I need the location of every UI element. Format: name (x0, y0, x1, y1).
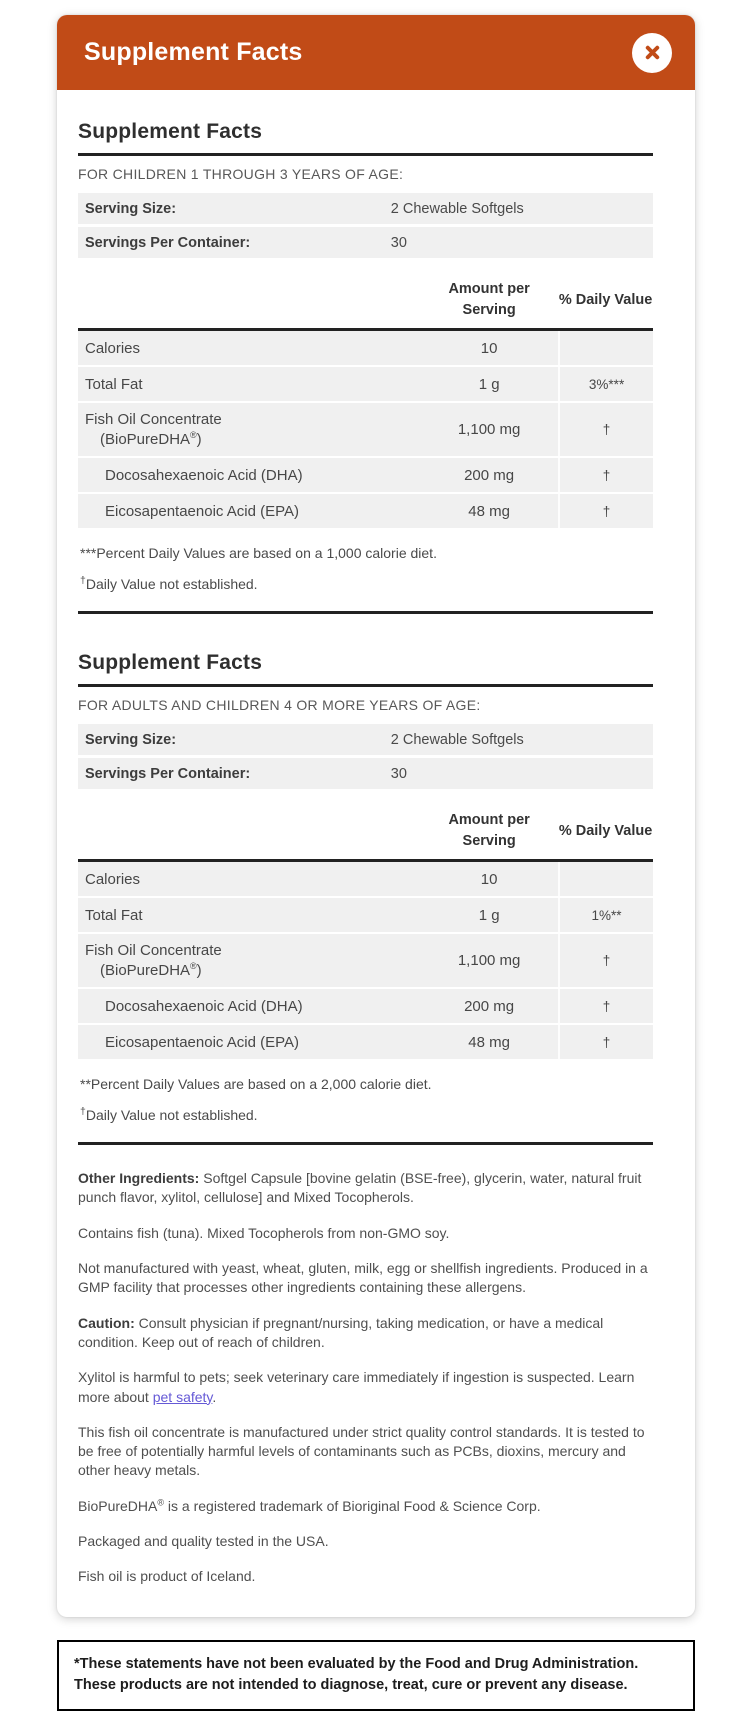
packaged-paragraph: Packaged and quality tested in the USA. (78, 1533, 329, 1550)
table-row (78, 862, 653, 898)
registered-trademark-symbol: ® (190, 430, 197, 440)
fda-disclaimer (57, 1640, 695, 1711)
table-row (78, 494, 653, 530)
daily-value-cell: † (558, 458, 653, 492)
daily-value-cell: † (558, 989, 653, 1023)
age-group-label: FOR ADULTS AND CHILDREN 4 OR MORE YEARS OF AGE: (78, 697, 481, 713)
amount-header-line2: Serving (462, 302, 516, 318)
close-icon (643, 43, 662, 62)
nutrient-name: Eicosapentaenoic Acid (EPA) (105, 502, 299, 520)
amount-cell: 10 (480, 870, 498, 888)
caution-label: Caution: (78, 1314, 135, 1331)
footnote-percent: **Percent Daily Values are based on a 2,000 calorie diet. (80, 1076, 432, 1092)
amount-cell: 1,100 mg (457, 421, 521, 438)
nutrient-name (78, 934, 420, 987)
daily-value-cell: 1%** (558, 898, 653, 932)
footnote-percent: ***Percent Daily Values are based on a 1,000 calorie diet. (80, 545, 437, 561)
registered-trademark-symbol: ® (157, 1497, 165, 1508)
servings-label: Servings Per Container: (85, 234, 251, 251)
facts-section-adults (78, 641, 653, 1145)
nutrient-name: Calories (85, 870, 141, 888)
amount-header-line1: Amount per (448, 812, 530, 828)
registered-trademark-symbol: ® (190, 961, 197, 971)
table-row (78, 898, 653, 934)
trademark-paragraph: BioPureDHA® is a registered trademark of Bioriginal Food & Science Corp. (78, 1497, 541, 1514)
modal-body (57, 90, 695, 1617)
table-row (78, 1025, 653, 1061)
modal-header (57, 15, 695, 90)
quality-paragraph: This fish oil concentrate is manufactured under strict quality control standards. It is tested to be free of potentially harmful levels of contaminants such as PCBs, dioxins, mercury and other heavy metals. (78, 1423, 645, 1479)
supplement-facts-modal (57, 15, 695, 1617)
nutrient-name: Eicosapentaenoic Acid (EPA) (105, 1033, 299, 1051)
amount-cell: 1,100 mg (457, 952, 521, 969)
nutrient-name (78, 403, 420, 456)
nutrient-name: Calories (85, 339, 141, 357)
modal-title: Supplement Facts (84, 38, 303, 66)
servings-per-container-row (78, 758, 653, 789)
amount-cell: 1 g (478, 906, 500, 924)
caution-paragraph: Caution: Consult physician if pregnant/nursing, taking medication, or have a medical condition. Keep out of reach of children. (78, 1314, 604, 1350)
table-row (78, 989, 653, 1025)
disclaimer-text: *These statements have not been evaluated by the Food and Drug Administration. These products are not intended to diagnose, treat, cure or prevent any disease. (74, 1655, 639, 1693)
daily-value-cell: † (558, 934, 653, 987)
nutrient-name-line2: (BioPureDHA®) (100, 430, 202, 448)
amount-header-line1: Amount per (448, 281, 530, 297)
daily-value-header: % Daily Value (558, 822, 653, 839)
footnote-dagger: †Daily Value not established. (80, 1105, 258, 1123)
daily-value-cell: † (558, 494, 653, 528)
facts-table (78, 279, 653, 530)
amount-cell: 200 mg (464, 997, 515, 1015)
section-heading: Supplement Facts (78, 641, 653, 687)
age-group-label: FOR CHILDREN 1 THROUGH 3 YEARS OF AGE: (78, 166, 404, 182)
origin-paragraph: Fish oil is product of Iceland. (78, 1568, 256, 1585)
nutrient-name-line1: Fish Oil Concentrate (85, 411, 222, 428)
amount-cell: 200 mg (464, 466, 515, 484)
facts-section-children (78, 110, 653, 614)
servings-per-container-row (78, 227, 653, 258)
servings-value: 30 (390, 234, 407, 251)
nutrient-name-line2: (BioPureDHA®) (100, 961, 202, 979)
table-row (78, 934, 653, 989)
daily-value-cell (558, 331, 653, 365)
table-row (78, 331, 653, 367)
footnote-dagger: †Daily Value not established. (80, 574, 258, 592)
amount-header (420, 810, 558, 852)
serving-size-label: Serving Size: (85, 200, 177, 217)
servings-value: 30 (390, 765, 407, 782)
table-row (78, 367, 653, 403)
nutrient-name: Docosahexaenoic Acid (DHA) (105, 997, 303, 1015)
additional-info (78, 1169, 653, 1587)
other-ingredients-paragraph: Other Ingredients: Softgel Capsule [bovine gelatin (BSE-free), glycerin, water, natural fruit punch flavor, xylitol, cellulose] and Mixed Tocopherols. (78, 1170, 642, 1206)
allergen-paragraph: Not manufactured with yeast, wheat, gluten, milk, egg or shellfish ingredients. Produced in a GMP facility that processes other ingredients containing these allergens. (78, 1259, 648, 1296)
daily-value-cell: † (558, 403, 653, 456)
amount-cell: 48 mg (468, 502, 510, 520)
amount-header-line2: Serving (462, 833, 516, 849)
facts-table (78, 810, 653, 1061)
serving-size-value: 2 Chewable Softgels (390, 200, 524, 217)
table-header-row (78, 810, 653, 862)
close-button[interactable] (632, 33, 672, 73)
daily-value-cell (558, 862, 653, 896)
nutrient-name: Total Fat (85, 906, 143, 924)
xylitol-paragraph: Xylitol is harmful to pets; seek veterinary care immediately if ingestion is suspected. Learn more about pet safety. (78, 1369, 635, 1405)
servings-label: Servings Per Container: (85, 765, 251, 782)
table-row (78, 403, 653, 458)
table-header-row (78, 279, 653, 331)
serving-size-value: 2 Chewable Softgels (390, 731, 524, 748)
table-row (78, 458, 653, 494)
amount-cell: 48 mg (468, 1033, 510, 1051)
serving-size-row (78, 724, 653, 755)
section-heading: Supplement Facts (78, 110, 653, 156)
daily-value-header: % Daily Value (558, 291, 653, 308)
other-ingredients-label: Other Ingredients: (78, 1170, 200, 1186)
amount-header (420, 279, 558, 321)
nutrient-name: Docosahexaenoic Acid (DHA) (105, 466, 303, 484)
nutrient-name: Total Fat (85, 375, 143, 393)
pet-safety-link[interactable]: pet safety (152, 1388, 213, 1405)
daily-value-cell: 3%*** (558, 367, 653, 401)
daily-value-cell: † (558, 1025, 653, 1059)
nutrient-name-line1: Fish Oil Concentrate (85, 942, 222, 959)
serving-size-row (78, 193, 653, 224)
contains-paragraph: Contains fish (tuna). Mixed Tocopherols from non-GMO soy. (78, 1224, 450, 1241)
serving-size-label: Serving Size: (85, 731, 177, 748)
amount-cell: 1 g (478, 375, 500, 393)
amount-cell: 10 (480, 339, 498, 357)
